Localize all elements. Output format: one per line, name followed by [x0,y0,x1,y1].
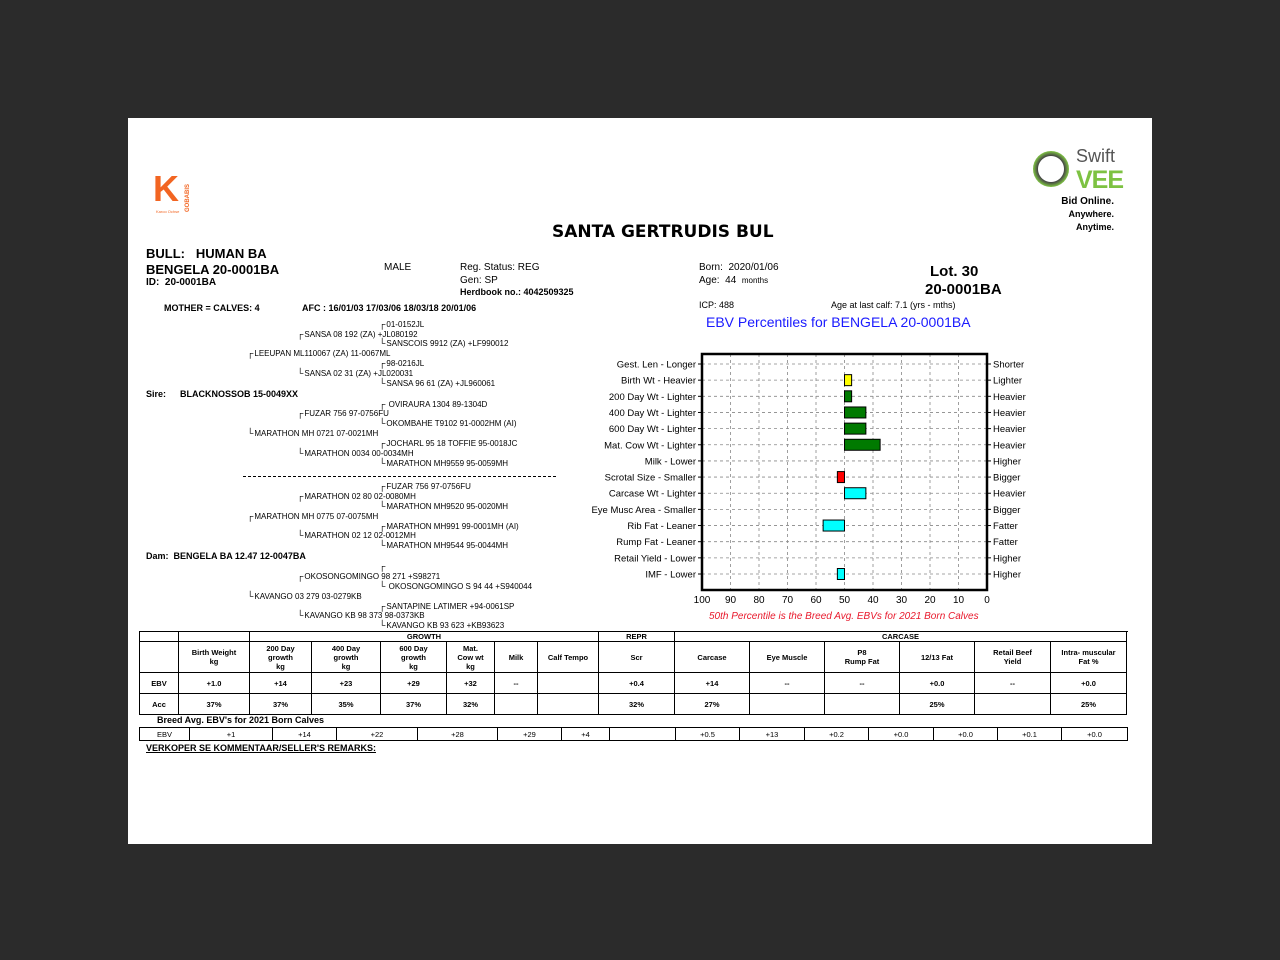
column-header [538,642,599,673]
dam-name: BENGELA BA 12.47 12-0047BA [173,551,306,561]
table-cell: -- [750,673,825,694]
id-label: ID: [146,277,160,288]
x-tick-label: 100 [693,595,711,606]
column-header-line: kg [409,661,418,671]
row-label-left: 600 Day Wt - Lighter [608,424,696,436]
chart-title: EBV Percentiles for BENGELA 20-0001BA [706,314,971,330]
table-cell: +14 [273,728,337,741]
row-label-right: Heavier [993,407,1026,419]
table-cell: 37% [381,694,447,715]
pedigree-entry: ┌SANTAPINE LATIMER +94-0061SP [379,601,515,611]
pedigree-entry: ┌ [379,561,386,571]
table-cell [538,694,599,715]
pedigree-entry: └SANSA 02 31 (ZA) +JL020031 [297,368,414,378]
table-cell [750,694,825,715]
row-label-right: Higher [993,456,1021,468]
column-header [179,642,250,673]
column-header-line: Scr [630,652,643,662]
gen: Gen: SP [460,275,498,286]
herdbook-number: Herdbook no.: 4042509325 [460,287,574,297]
column-header-line: Birth Weight [191,648,237,657]
x-tick-label: 80 [753,595,765,606]
pedigree-entry: ┌SANSA 08 192 (ZA) +JL080192 [297,329,418,339]
row-label: EBV [140,728,190,741]
table-cell: 37% [250,694,312,715]
row-label-left: 200 Day Wt - Lighter [608,391,696,403]
pedigree-entry: └MARATHON MH9520 95-0020MH [379,501,509,511]
row-label: EBV [140,673,179,694]
sex: MALE [384,262,412,273]
born [699,262,779,273]
row-label-left: Rump Fat - Leaner [616,537,696,549]
animal-full-name: BENGELA 20-0001BA [146,262,280,277]
table-cell: +0.4 [599,673,675,694]
table-cell: 37% [179,694,250,715]
column-header [750,642,825,673]
reg-status: Reg. Status: REG [460,262,540,273]
table-cell: +0.0 [900,673,975,694]
born-value: 2020/01/06 [728,262,779,273]
afc-dates: AFC : 16/01/03 17/03/06 18/03/18 20/01/06 [302,303,477,313]
pedigree-entry: └MARATHON MH9544 95-0044MH [379,540,509,550]
column-header-line: 600 Day [399,643,428,653]
table-cell [610,728,676,741]
table-cell: +14 [675,673,750,694]
lot-number: Lot. 30 [930,263,979,280]
table-cell: +1.0 [179,673,250,694]
column-header-line: Mat. [463,643,478,653]
table-cell: -- [495,673,538,694]
table-cell: 25% [900,694,975,715]
row-label-left: Carcase Wt - Lighter [608,488,696,500]
column-header-line: Fat % [1078,657,1099,666]
row-label-right: Higher [993,569,1021,581]
animal-id [146,277,216,288]
bull-heading [146,246,267,261]
sale-catalogue-page [128,118,1152,844]
row-label-right: Higher [993,553,1021,565]
gobabis-logo [152,168,202,216]
row-label-left: Gest. Len - Longer [616,359,696,371]
table-cell: +0.0 [1062,728,1128,741]
logo-vee-text: VEE [1076,166,1124,194]
pedigree-entry: └MARATHON 0034 00-0034MH [297,448,414,458]
row-label-right: Bigger [993,472,1021,484]
column-header-row [140,642,1127,673]
mother-calves: MOTHER = CALVES: 4 [164,303,260,313]
column-header-line: 400 Day [331,643,361,653]
pedigree-entry: └MARATHON 02 12 02-0012MH [297,530,416,540]
x-tick-label: 0 [984,595,990,606]
pedigree-entry: └OKOMBAHE T9102 91-0002HM (AI) [379,418,517,428]
pedigree-divider [243,476,556,477]
column-header [447,642,495,673]
acc-row [140,694,1127,715]
logo-swift-text: Swift [1076,146,1116,166]
pedigree-entry: ┌LEEUPAN ML110067 (ZA) 11-0067ML [247,348,391,358]
table-cell: +0.5 [676,728,740,741]
table-cell: +0.1 [998,728,1062,741]
table-cell: +32 [447,673,495,694]
pedigree-entry: └MARATHON MH 0721 07-0021MH [247,428,379,438]
group-header-row [140,632,1127,642]
column-header-line: Eye Muscle [766,652,808,662]
column-header [599,642,675,673]
table-cell [825,694,900,715]
column-header-line: growth [333,652,359,662]
table-cell: +29 [498,728,562,741]
breed-avg-table [139,727,1128,741]
table-cell: -- [825,673,900,694]
bull-name: HUMAN BA [195,246,267,261]
column-header-line: Milk [508,652,524,662]
table-cell: 25% [1051,694,1127,715]
ebv-table [139,631,1127,715]
row-label-left: Rib Fat - Leaner [627,521,696,533]
table-cell: +14 [250,673,312,694]
table-cell [975,694,1051,715]
table-cell: 35% [312,694,381,715]
icp: ICP: 488 [699,300,735,310]
handshake-icon [1033,151,1069,187]
x-tick-label: 30 [895,595,908,606]
bull-label: BULL: [146,246,185,261]
row-label-right: Heavier [993,424,1026,436]
x-tick-label: 40 [867,595,879,606]
table-cell: +0.2 [805,728,869,741]
table-cell: +28 [418,728,498,741]
row-label-right: Heavier [993,488,1026,500]
breed-avg-row [140,728,1128,741]
table-cell: +23 [312,673,381,694]
table-cell: 27% [675,694,750,715]
column-header-line: Yield [1003,657,1022,666]
pedigree-entry: └KAVANGO KB 98 373 98-0373KB [297,610,425,620]
pedigree-entry: └ OKOSONGOMINGO S 94 44 +S940044 [379,581,533,591]
dam [146,551,306,561]
x-tick-label: 70 [781,595,794,606]
table-cell: +0.0 [934,728,998,741]
column-header [495,642,538,673]
column-header-line: Intra- muscular [1061,648,1116,657]
pedigree-entry: └KAVANGO KB 93 623 +KB93623 [379,620,505,630]
row-label-right: Bigger [993,504,1021,516]
pedigree-entry: ┌98-0216JL [379,358,425,368]
group-growth: GROWTH [250,632,599,642]
age-label: Age: [699,275,720,286]
table-cell: +1 [190,728,273,741]
row-label-right: Lighter [993,375,1023,387]
column-header [312,642,381,673]
column-header [381,642,447,673]
logo-k-mark: K [153,168,179,209]
column-header [825,642,900,673]
seller-remarks-label: VERKOPER SE KOMMENTAAR/SELLER'S REMARKS: [146,743,376,753]
logo-brand-text: GOBABIS [185,183,191,212]
logo-sub-text: Karoo Ochse [156,209,180,214]
column-header [900,642,975,673]
pedigree-entry: └KAVANGO 03 279 03-0279KB [247,591,362,601]
table-cell: 32% [599,694,675,715]
pedigree-entry: ┌MARATHON MH 0775 07-0075MH [247,511,379,521]
column-header-line: 12/13 Fat [920,652,954,662]
column-header-line: kg [209,657,219,666]
pedigree-entry: └SANSCOIS 9912 (ZA) +LF990012 [379,338,509,348]
pedigree-entry: └MARATHON MH9559 95-0059MH [379,458,509,468]
page-title: SANTA GERTRUDIS BUL [552,222,774,242]
row-label-left: Eye Musc Area - Smaller [591,504,696,516]
pedigree-entry: ┌FUZAR 756 97-0756FU [297,408,389,418]
pedigree-entry: ┌OKOSONGOMINGO 98 271 +S98271 [297,571,441,581]
column-header [675,642,750,673]
id-value: 20-0001BA [164,277,217,288]
table-cell [538,673,599,694]
row-label-left: Retail Yield - Lower [614,553,696,565]
table-cell: +4 [562,728,610,741]
column-header-line: Calf Tempo [547,652,589,662]
column-header [250,642,312,673]
row-label-left: IMF - Lower [645,569,696,581]
x-tick-label: 10 [952,595,965,606]
table-cell [495,694,538,715]
age-value: 44 [725,275,737,286]
x-tick-label: 20 [924,595,936,606]
row-label-right: Heavier [993,440,1026,452]
dam-label: Dam: [146,551,169,561]
pedigree-entry: ┌JOCHARL 95 18 TOFFIE 95-0018JC [379,438,518,448]
column-header-line: kg [276,661,285,671]
column-header-line: Carcase [697,652,727,662]
column-header-line: 200 Day [266,643,295,653]
group-repr: REPR [599,632,675,642]
row-label-right: Fatter [993,537,1018,549]
x-tick-label: 50 [838,595,851,606]
table-cell: +13 [740,728,805,741]
row-label-right: Fatter [993,521,1018,533]
pedigree-entry: ┌01-0152JL [379,319,425,329]
chart-footnote: 50th Percentile is the Breed Avg. EBVs for 2021 Born Calves [709,611,979,622]
breed-avg-title: Breed Avg. EBV's for 2021 Born Calves [157,715,325,725]
row-label-left: Milk - Lower [644,456,696,468]
row-label-left: Birth Wt - Heavier [621,375,696,387]
row-label-right: Heavier [993,391,1026,403]
table-cell: +0.0 [1051,673,1127,694]
sire-label: Sire: [146,389,167,399]
column-header-line: kg [341,661,351,671]
pedigree-entry: ┌MARATHON MH991 99-0001MH (AI) [379,521,519,531]
column-header [975,642,1051,673]
column-header [1051,642,1127,673]
column-header-line: Rump Fat [844,657,880,666]
pedigree-entry: ┌ OVIRAURA 1304 89-1304D [379,399,488,409]
ebv-row [140,673,1127,694]
row-label-left: Scrotal Size - Smaller [604,472,696,484]
pedigree-entry: ┌FUZAR 756 97-0756FU [379,481,471,491]
row-label: Acc [140,694,179,715]
group-carcase: CARCASE [675,632,1127,642]
sire-name: BLACKNOSSOB 15-0049XX [180,389,299,399]
row-label-left: Mat. Cow Wt - Lighter [604,440,696,452]
row-label-right: Shorter [993,359,1025,371]
swiftvee-logo [1030,146,1124,240]
logo-tagline-1: Bid Online. [1061,196,1114,207]
lot-id: 20-0001BA [925,281,1002,298]
age-at-last-calf: Age at last calf: 7.1 (yrs - mths) [831,300,956,310]
table-cell: +29 [381,673,447,694]
x-tick-label: 60 [810,595,822,606]
table-cell: -- [975,673,1051,694]
column-header-line: Cow wt [457,652,484,662]
pedigree-entry: └SANSA 96 61 (ZA) +JL960061 [379,378,496,388]
pedigree-entry: ┌MARATHON 02 80 02-0080MH [297,491,416,501]
column-header-line: growth [268,652,293,662]
table-cell: 32% [447,694,495,715]
age [699,275,768,286]
logo-tagline-2: Anywhere. [1068,209,1114,219]
column-header-line: growth [401,652,426,662]
column-header-line: kg [466,661,475,671]
born-label: Born: [699,262,723,273]
row-label-left: 400 Day Wt - Lighter [608,407,696,419]
logo-tagline-3: Anytime. [1075,222,1114,232]
x-tick-label: 90 [724,595,737,606]
sire [146,389,298,399]
age-unit: months [741,276,769,285]
table-cell: +0.0 [869,728,934,741]
column-header-line: P8 [857,648,867,657]
column-header-line: Retail Beef [993,648,1032,657]
table-cell: +22 [337,728,418,741]
